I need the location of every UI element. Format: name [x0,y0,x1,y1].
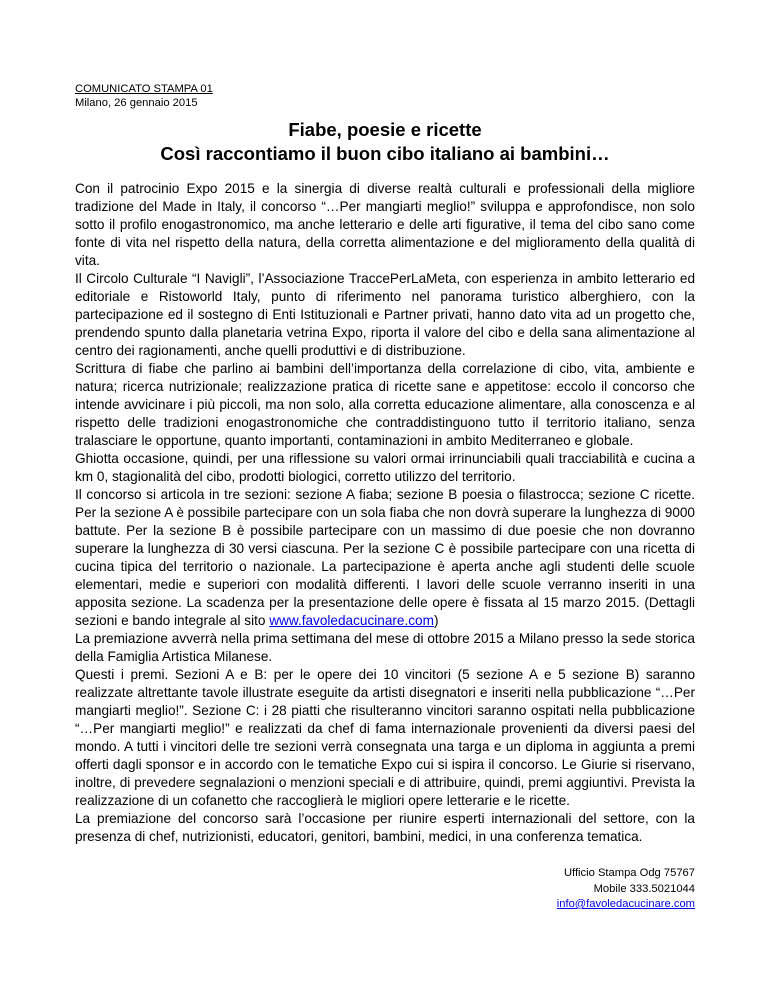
press-release-label: COMUNICATO STAMPA 01 [75,83,213,95]
website-link[interactable]: www.favoledacucinare.com [269,613,434,628]
paragraph: Questi i premi. Sezioni A e B: per le opere dei 10 vincitori (5 sezione A e 5 sezione B) saranno realizzate altrettante tavole illustrate eseguite da artisti disegnatori e inseriti nella pubblicazione “…Per mangiarti meglio!”. Sezione C: i 28 piatti che risulteranno vincitori saranno ospitati nella pubblicazione “…Per mangiarti meglio!” e realizzati da chef di fama internazionale provenienti da diversi paesi del mondo. A tutti i vincitori delle tre sezioni verrà consegnata una targa e un diploma in aggiunta a premi offerti dagli sponsor e in accordo con le tematiche Expo cui si ispira il concorso. Le Giurie si riservano, inoltre, di prevedere segnalazioni o menzioni speciali e di attribuire, quindi, premi aggiuntivi. Prevista la realizzazione di un cofanetto che raccoglierà le migliori opere letterarie e le ricette. [75,667,695,808]
paragraph: Il Circolo Culturale “I Navigli”, l’Associazione TraccePerLaMeta, con esperienza in ambito letterario ed editoriale e Ristoworld Italy, punto di riferimento nel panorama turistico alberghiero, con la partecipazione ed il sostegno di Enti Istituzionali e Partner privati, hanno dato vita ad un progetto che, prendendo spunto dalla planetaria vetrina Expo, riporta il valore del cibo e della sana alimentazione al centro dei ragionamenti, anche quelli produttivi e di distribuzione. [75,271,695,358]
paragraph: Con il patrocinio Expo 2015 e la sinergia di diverse realtà culturali e professionali della migliore tradizione del Made in Italy, il concorso “…Per mangiarti meglio!” sviluppa e approfondisce, non solo sotto il profilo enogastronomico, ma anche letterario e delle arti figurative, il tema del cibo sano come fonte di vita nel rispetto della natura, della corretta alimentazione e del miglioramento della qualità di vita. [75,181,695,268]
page-title [75,118,695,166]
press-office: Ufficio Stampa Odg 75767 [563,867,695,879]
mobile-number: Mobile 333.5021044 [593,882,695,895]
paragraph: Scrittura di fiabe che parlino ai bambini dell’importanza della correlazione di cibo, vita, ambiente e natura; ricerca nutrizionale; realizzazione pratica di ricette sane e appetitose: eccolo il concorso che intende avvicinare i più piccoli, ma non solo, alla corretta educazione alimentare, alla conoscenza e al rispetto delle tradizioni enogastronomiche che contraddistinguono tutto il territorio italiano, senza tralasciare le opportune, quanto importanti, contaminazioni in ambito Mediterraneo e globale. [75,361,695,448]
body-text [75,180,695,846]
paragraph: La premiazione del concorso sarà l’occasione per riunire esperti internazionali del settore, con la presenza di chef, nutrizionisti, educatori, genitori, bambini, medici, in una conferenza tematica. [75,811,695,844]
paragraph-text: Il concorso si articola in tre sezioni: sezione A fiaba; sezione B poesia o filastrocca; sezione C ricette. Per la sezione A è possibile partecipare con un sola fiaba che non dovrà superare la lunghezza di 9000 battute. Per la sezione B è possibile partecipare con un massimo di due poesie che non dovranno superare la lunghezza di 30 versi ciascuna. Per la sezione C è possibile partecipare con una ricetta di cucina tipica del territorio o nazionale. La partecipazione è aperta anche agli studenti delle scuole elementari, medie e superiori con modalità differenti. I lavori delle scuole verranno inseriti in una apposita sezione. La scadenza per la presentazione delle opere è fissata al 15 marzo 2015. (Dettagli sezioni e bando integrale al sito [75,487,695,628]
paragraph: Ghiotta occasione, quindi, per una riflessione su valori ormai irrinunciabili quali tracciabilità e cucina a km 0, stagionalità del cibo, prodotti biologici, corretto utilizzo del territorio. [75,451,695,484]
email-link[interactable]: info@favoledacucinare.com [556,898,695,910]
paragraph-with-link [75,486,695,630]
press-release-date: Milano, 26 gennaio 2015 [75,97,198,109]
title-line-1: Fiabe, poesie e ricette [288,119,482,140]
title-line-2: Così raccontiamo il buon cibo italiano ai bambini… [160,143,610,164]
paragraph: La premiazione avverrà nella prima settimana del mese di ottobre 2015 a Milano presso la sede storica della Famiglia Artistica Milanese. [75,631,695,664]
paragraph-text-end: ) [433,613,439,628]
signature-block [75,866,695,913]
press-release-page [75,82,695,913]
